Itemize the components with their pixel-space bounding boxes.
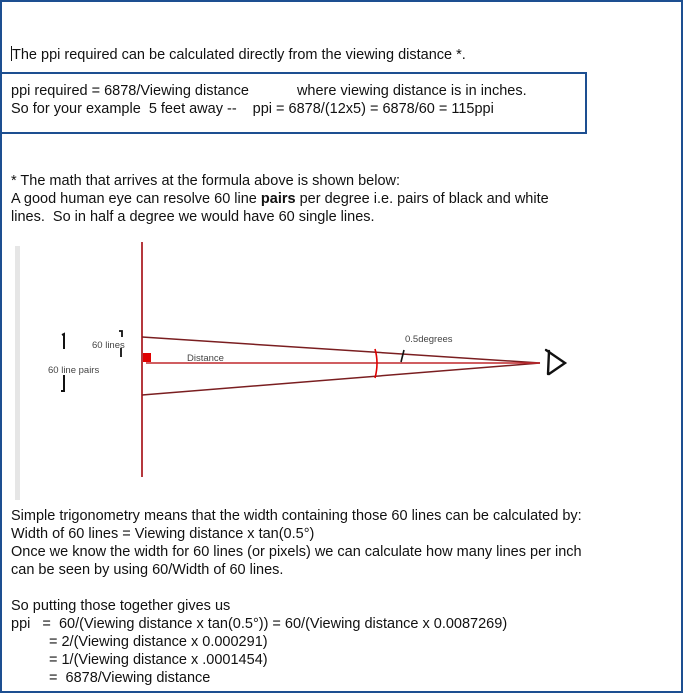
formula-text: ppi required = 6878/Viewing distance	[11, 83, 249, 99]
formula-line-2	[11, 100, 494, 118]
label-distance: Distance	[187, 353, 224, 364]
trig-line-2: Width of 60 lines = Viewing distance x tan(0.5°)	[11, 526, 315, 542]
eye-text-line-1	[11, 190, 549, 208]
formula-units-note: where viewing distance is in inches.	[296, 83, 527, 99]
eye-text-part-1: A good human eye can resolve 60 line	[11, 191, 261, 207]
trig-line-4: can be seen by using 60/Width of 60 lines.	[11, 562, 284, 578]
label-60-line-pairs: 60 line pairs	[48, 365, 100, 376]
eye-text-bold: pairs	[260, 191, 296, 207]
together-line-1: So putting those together gives us	[11, 598, 231, 614]
formula-box	[2, 72, 587, 134]
label-angle: 0.5degrees	[405, 334, 453, 345]
together-line-3: = 2/(Viewing distance x 0.000291)	[49, 634, 268, 650]
right-angle-marker	[143, 353, 151, 362]
viewing-angle-diagram	[22, 242, 582, 502]
together-line-4: = 1/(Viewing distance x .0001454)	[49, 652, 268, 668]
math-heading: * The math that arrives at the formula above is shown below:	[11, 173, 401, 189]
eye-text-line-2: lines. So in half a degree we would have 60 single lines.	[11, 209, 375, 225]
intro-text: The ppi required can be calculated directly from the viewing distance *.	[12, 47, 466, 63]
formula-line-1	[11, 82, 527, 100]
figure-frame-edge	[15, 246, 20, 500]
pairs-bracket-bottom	[61, 375, 64, 391]
pairs-bracket-top	[62, 334, 64, 349]
lines-bracket-top	[119, 331, 122, 337]
together-line-2: ppi = 60/(Viewing distance x tan(0.5°)) = 60/(Viewing distance x 0.0087269)	[11, 616, 508, 632]
label-60-lines: 60 lines	[92, 340, 125, 351]
angle-tick	[401, 350, 404, 362]
trig-line-3: Once we know the width for 60 lines (or pixels) we can calculate how many lines per inch	[11, 544, 582, 560]
eye-text-part-2: per degree i.e. pairs of black and white	[295, 191, 549, 207]
trig-line-1: Simple trigonometry means that the width containing those 60 lines can be calculated by:	[11, 508, 582, 524]
eye-icon	[546, 350, 565, 374]
example-text: So for your example 5 feet away --	[11, 101, 237, 117]
lower-ray	[142, 363, 540, 395]
example-result: ppi = 6878/(12x5) = 6878/60 = 115ppi	[252, 101, 494, 117]
together-line-5: = 6878/Viewing distance	[49, 670, 211, 686]
intro-line[interactable]	[11, 46, 466, 64]
